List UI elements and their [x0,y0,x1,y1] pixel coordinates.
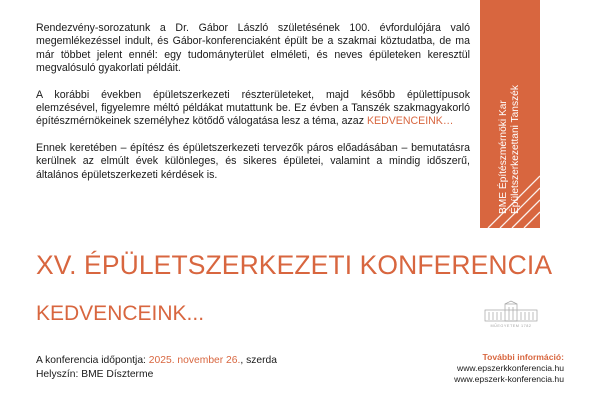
department-name [480,0,540,214]
contact-info [454,352,564,386]
event-details [36,354,277,382]
university-building-icon [484,300,538,328]
contact-heading: További információ: [482,352,564,362]
event-date-value: 2025. november 26. [148,355,241,366]
contact-link-2[interactable]: www.epszerk-konferencia.hu [454,374,564,385]
department-band [480,0,540,228]
intro-paragraph-3: Ennek keretében – építész és épületszerkezeti tervezők páros előadásában – bemutatásra kerülnek az elmúlt évek különleges, és sikeres épületei, valamint a mindig időszerű, általános épületszerkezeti kérdések is. [36,141,470,181]
conference-subtitle: KEDVENCEINK... [36,302,205,325]
intro-paragraph-2-text: A korábbi években épületszerkezeti részterületeket, majd később épülettípusok elemzésével, figyelemre méltó példákat mutattunk be. Ez évben a Tanszék szakmagyakorló építészmérnökeinek személyhez kötődő válogatása lesz a téma, azaz [36,88,470,128]
contact-link-1[interactable]: www.epszerkkonferencia.hu [457,363,564,374]
event-date-suffix: , szerda [240,355,278,366]
event-date-line [36,354,277,368]
event-date-label: A konferencia időpontja: [36,355,149,366]
intro-highlight: KEDVENCEINK… [366,115,454,128]
intro-text [36,22,470,195]
university-logo [484,300,538,328]
faculty-name: BME Építészmérnöki Kar [497,100,509,214]
conference-title: XV. ÉPÜLETSZERKEZETI KONFERENCIA [36,250,553,280]
intro-paragraph-1: Rendezvény-sorozatunk a Dr. Gábor László születésének 100. évfordulójára való megemlékezéssel indult, és Gábor-konferenciaként épült be a szakmai köztudatba, de ma már többet jelent ennél: egy tudományterület elméleti, és neves épületeken keresztül megvalósuló gyakorlati példáit. [36,22,470,75]
department-title: Épületszerkezettani Tanszék [510,85,521,214]
intro-paragraph-2 [36,89,470,129]
event-venue: Helyszín: BME Díszterme [36,369,154,380]
logo-text: MŰEGYETEM 1782 [490,324,532,328]
